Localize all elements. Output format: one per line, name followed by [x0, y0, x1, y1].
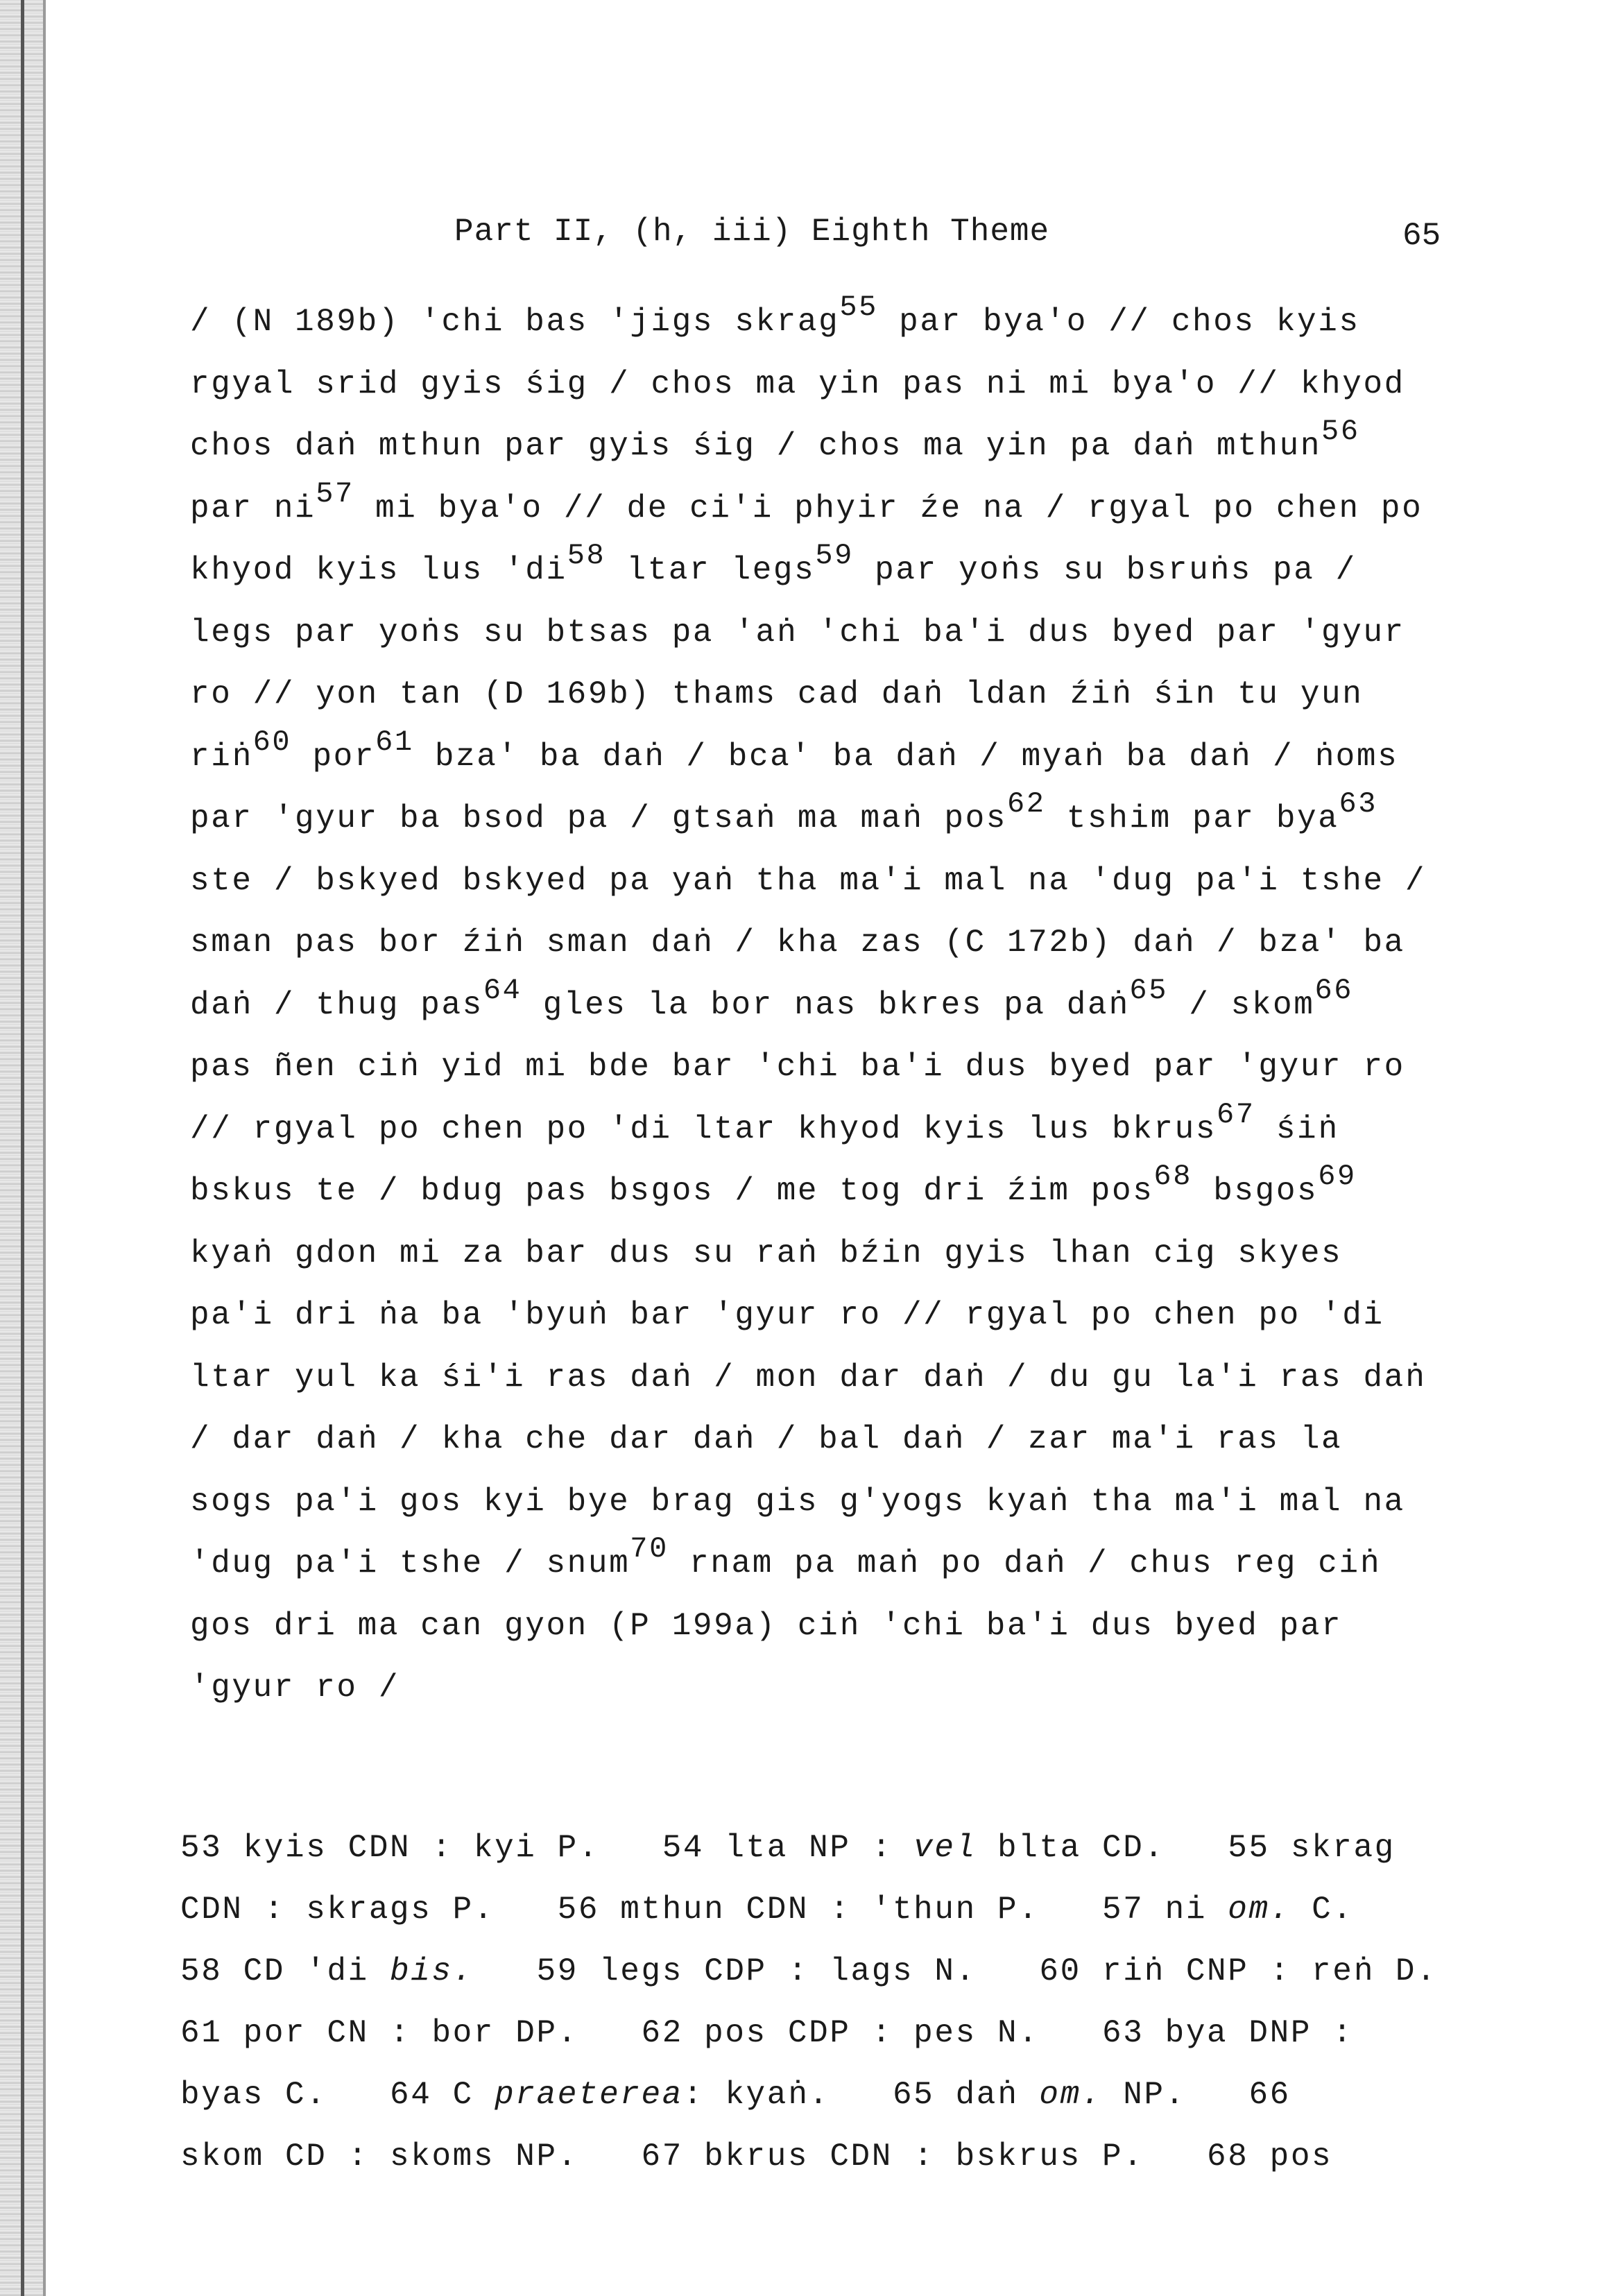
- text-segment: ltar yul ka śi'i ras daṅ / mon dar daṅ / du gu la'i ras daṅ: [190, 1359, 1427, 1396]
- text-segment: sogs pa'i gos kyi bye brag gis g'yogs kyaṅ tha ma'i mal na: [190, 1483, 1405, 1520]
- text-segment: khyod kyis lus 'di: [190, 552, 567, 588]
- footnote-line: [180, 1941, 1533, 2003]
- footnote-line: [180, 2126, 1533, 2188]
- book-binding-edge: [0, 0, 46, 2296]
- text-segment: kyaṅ gdon mi za bar dus su raṅ bźin gyis lhan cig skyes: [190, 1235, 1343, 1271]
- text-line: [190, 1099, 1508, 1161]
- text-segment: NP. 66: [1102, 2077, 1291, 2113]
- text-segment: legs par yoṅs su btsas pa 'aṅ 'chi ba'i dus byed par 'gyur: [190, 614, 1405, 651]
- text-line: [190, 1223, 1508, 1285]
- text-line: [190, 1036, 1508, 1099]
- text-segment: bsgos: [1192, 1173, 1319, 1209]
- footnote-marker: 70: [630, 1532, 669, 1566]
- text-segment: // rgyal po chen po 'di ltar khyod kyis lus bkrus: [190, 1111, 1217, 1147]
- footnote-marker: 64: [483, 973, 522, 1007]
- text-segment: par bya'o // chos kyis: [877, 304, 1360, 340]
- text-line: [190, 478, 1508, 540]
- text-segment: ste / bskyed bskyed pa yaṅ tha ma'i mal na 'dug pa'i tshe /: [190, 862, 1427, 899]
- text-segment: rnam pa maṅ po daṅ / chus reg ciṅ: [668, 1545, 1381, 1582]
- text-segment: por: [291, 738, 376, 775]
- italic-text: praeterea: [495, 2077, 683, 2113]
- text-segment: pas ñen ciṅ yid mi bde bar 'chi ba'i dus byed par 'gyur ro: [190, 1049, 1405, 1085]
- text-line: [190, 1533, 1508, 1595]
- text-segment: C.: [1290, 1892, 1354, 1928]
- text-segment: par ni: [190, 490, 316, 526]
- text-line: [190, 602, 1508, 665]
- footnote-marker: 60: [252, 725, 292, 759]
- text-line: [190, 1160, 1508, 1223]
- binding-shadow-line: [21, 0, 24, 2296]
- italic-text: om.: [1228, 1892, 1291, 1928]
- text-segment: chos daṅ mthun par gyis śig / chos ma yin pa daṅ mthun: [190, 428, 1322, 464]
- page-header: [0, 214, 1623, 269]
- text-segment: bskus te / bdug pas bsgos / me tog dri źim pos: [190, 1173, 1154, 1209]
- text-line: [190, 664, 1508, 726]
- text-line: [190, 1285, 1508, 1347]
- text-segment: 53 kyis CDN : kyi P. 54 lta NP :: [180, 1830, 914, 1866]
- text-segment: 59 legs CDP : lags N. 60 riṅ CNP : reṅ D.: [473, 1953, 1438, 1989]
- text-segment: / dar daṅ / kha che dar daṅ / bal daṅ / zar ma'i ras la: [190, 1421, 1343, 1457]
- text-segment: ro // yon tan (D 169b) thams cad daṅ ldan źiṅ śin tu yun: [190, 676, 1364, 712]
- text-segment: byas C. 64 C: [180, 2077, 495, 2113]
- text-segment: śiṅ: [1255, 1111, 1339, 1147]
- footnote-marker: 69: [1318, 1160, 1357, 1193]
- footnote-marker: 61: [375, 725, 414, 759]
- footnotes-block: [180, 1817, 1533, 2188]
- running-title: Part II, (h, iii) Eighth Theme: [454, 214, 1050, 250]
- footnote-line: [180, 1817, 1533, 1879]
- footnote-line: [180, 1879, 1533, 1941]
- text-segment: sman pas bor źiṅ sman daṅ / kha zas (C 172b) daṅ / bza' ba: [190, 925, 1405, 961]
- text-line: [190, 1657, 1508, 1720]
- text-segment: rgyal srid gyis śig / chos ma yin pas ni mi bya'o // khyod: [190, 366, 1405, 402]
- text-segment: : kyaṅ. 65 daṅ: [682, 2077, 1040, 2113]
- text-segment: daṅ / thug pas: [190, 986, 483, 1023]
- text-line: [190, 788, 1508, 850]
- text-line: [190, 1409, 1508, 1471]
- text-line: [190, 850, 1508, 913]
- text-line: [190, 415, 1508, 478]
- text-segment: 61 por CN : bor DP. 62 pos CDP : pes N. 63 bya DNP :: [180, 2015, 1354, 2051]
- italic-text: bis.: [390, 1953, 474, 1989]
- text-segment: / (N 189b) 'chi bas 'jigs skrag: [190, 304, 840, 340]
- footnote-marker: 58: [567, 539, 606, 572]
- text-segment: mi bya'o // de ci'i phyir źe na / rgyal po chen po: [354, 490, 1423, 526]
- text-segment: bza' ba daṅ / bca' ba daṅ / myaṅ ba daṅ / ṅoms: [413, 738, 1399, 775]
- footnote-marker: 56: [1321, 415, 1360, 448]
- footnote-marker: 63: [1339, 787, 1378, 821]
- text-line: [190, 540, 1508, 602]
- text-line: [190, 912, 1508, 975]
- footnote-marker: 62: [1006, 787, 1046, 821]
- text-line: [190, 975, 1508, 1037]
- text-segment: par yoṅs su bsruṅs pa /: [853, 552, 1357, 588]
- text-line: [190, 1595, 1508, 1658]
- text-segment: blta CD. 55 skrag: [976, 1830, 1396, 1866]
- footnote-marker: 66: [1314, 973, 1354, 1007]
- italic-text: vel: [913, 1830, 977, 1866]
- text-segment: riṅ: [190, 738, 253, 775]
- text-segment: / skom: [1168, 986, 1315, 1023]
- page-number: 65: [1402, 218, 1441, 254]
- footnote-marker: 65: [1129, 973, 1169, 1007]
- italic-text: om.: [1039, 2077, 1103, 2113]
- footnote-line: [180, 2003, 1533, 2064]
- text-line: [190, 1471, 1508, 1534]
- text-line: [190, 1347, 1508, 1410]
- text-segment: gles la bor nas bkres pa daṅ: [522, 986, 1130, 1023]
- footnote-marker: 68: [1153, 1160, 1193, 1193]
- text-segment: ltar legs: [606, 552, 816, 588]
- text-segment: pa'i dri ṅa ba 'byuṅ bar 'gyur ro // rgyal po chen po 'di: [190, 1297, 1384, 1333]
- footnote-marker: 59: [815, 539, 854, 572]
- footnote-marker: 57: [316, 477, 354, 511]
- text-segment: par 'gyur ba bsod pa / gtsaṅ ma maṅ pos: [190, 800, 1007, 837]
- footnote-marker: 67: [1217, 1097, 1255, 1131]
- text-segment: tshim par bya: [1045, 800, 1339, 837]
- text-segment: 58 CD 'di: [180, 1953, 390, 1989]
- text-segment: skom CD : skoms NP. 67 bkrus CDN : bskrus P. 68 pos: [180, 2139, 1333, 2175]
- text-segment: gos dri ma can gyon (P 199a) ciṅ 'chi ba'i dus byed par: [190, 1607, 1343, 1644]
- text-segment: 'gyur ro /: [190, 1670, 400, 1706]
- footnote-line: [180, 2064, 1533, 2126]
- text-line: [190, 726, 1508, 789]
- text-line: [190, 291, 1508, 354]
- main-text-block: [190, 291, 1508, 1720]
- text-segment: CDN : skrags P. 56 mthun CDN : 'thun P. 57 ni: [180, 1892, 1228, 1928]
- footnote-marker: 55: [839, 291, 878, 324]
- text-segment: 'dug pa'i tshe / snum: [190, 1545, 630, 1582]
- text-line: [190, 354, 1508, 416]
